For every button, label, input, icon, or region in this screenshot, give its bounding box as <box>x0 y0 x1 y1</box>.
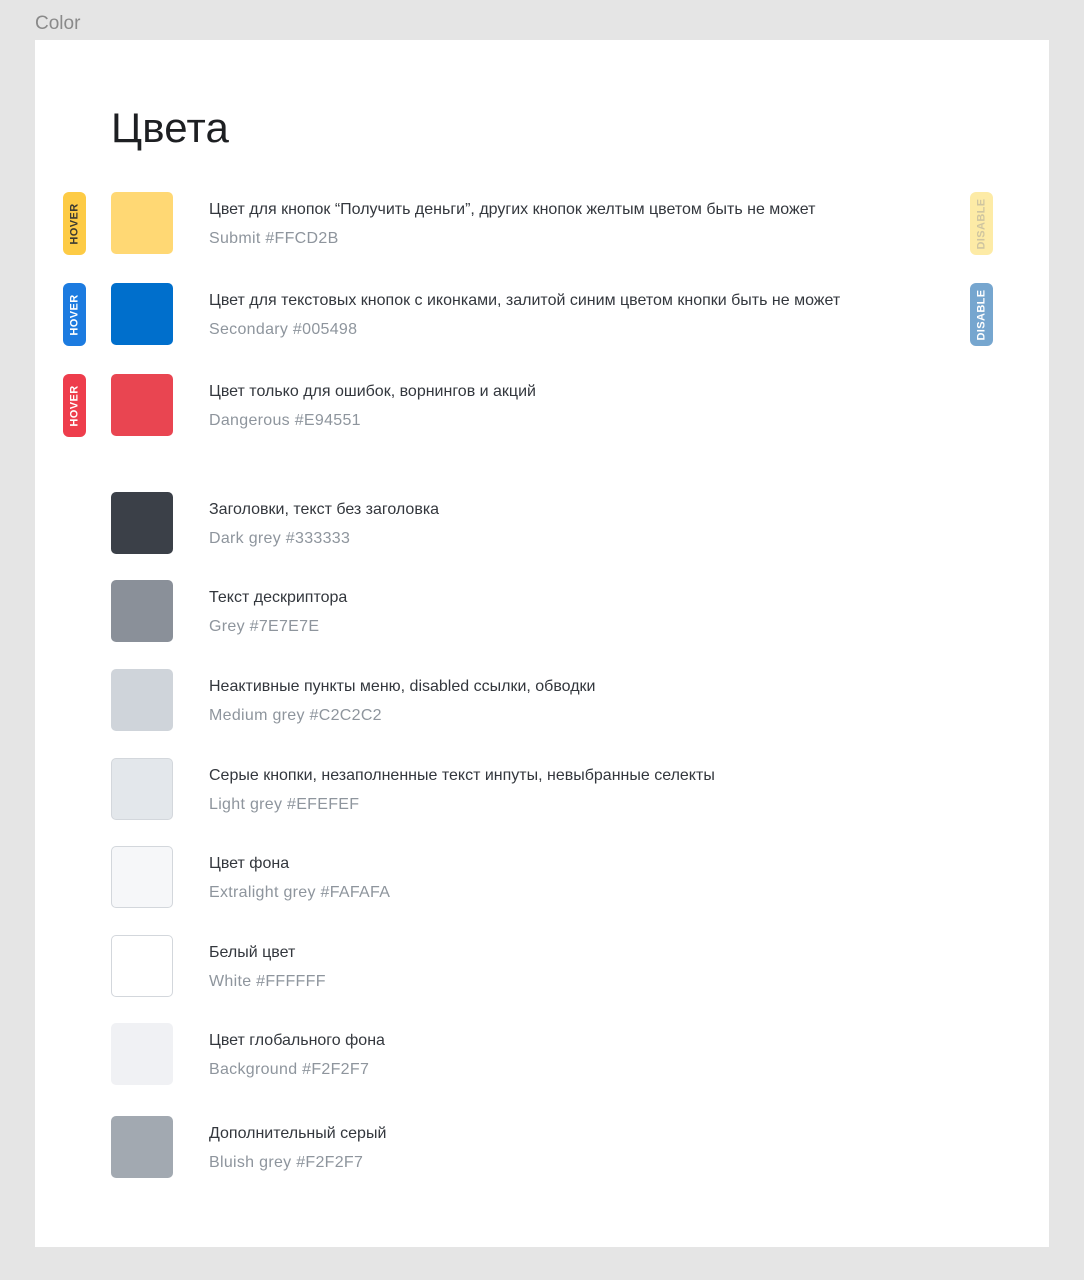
color-description: Цвет для текстовых кнопок с иконками, залитой синим цветом кнопки быть не может <box>209 292 841 309</box>
color-row <box>35 846 1049 909</box>
color-row <box>35 492 1049 555</box>
color-name-hex: Secondary #005498 <box>209 321 358 338</box>
color-swatch[interactable] <box>111 669 173 731</box>
color-row <box>35 669 1049 732</box>
color-row <box>35 935 1049 998</box>
color-name-hex: White #FFFFFF <box>209 973 326 990</box>
hover-badge <box>63 192 86 255</box>
color-row <box>35 758 1049 821</box>
color-row <box>35 192 1049 255</box>
hover-badge-label: HOVER <box>68 202 81 245</box>
hover-badge <box>63 283 86 346</box>
hover-badge-label: HOVER <box>68 384 81 427</box>
disable-badge <box>970 192 993 255</box>
color-swatch[interactable] <box>111 935 173 997</box>
color-row <box>35 580 1049 643</box>
color-swatch[interactable] <box>111 846 173 908</box>
color-name-hex: Submit #FFCD2B <box>209 230 339 247</box>
color-artboard <box>35 40 1049 1247</box>
frame-label: Color <box>35 13 81 34</box>
hover-badge <box>63 374 86 437</box>
disable-badge <box>970 283 993 346</box>
color-description: Цвет фона <box>209 855 290 872</box>
disable-badge-label: DISABLE <box>975 288 988 341</box>
color-swatch[interactable] <box>111 283 173 345</box>
disable-badge-label: DISABLE <box>975 197 988 250</box>
color-name-hex: Dangerous #E94551 <box>209 412 361 429</box>
color-description: Серые кнопки, незаполненные текст инпуты, невыбранные селекты <box>209 767 715 784</box>
color-description: Неактивные пункты меню, disabled ссылки, обводки <box>209 678 596 695</box>
color-description: Цвет для кнопок “Получить деньги”, других кнопок желтым цветом быть не может <box>209 201 816 218</box>
color-description: Текст дескриптора <box>209 589 348 606</box>
color-description: Белый цвет <box>209 944 296 961</box>
color-name-hex: Bluish grey #F2F2F7 <box>209 1154 364 1171</box>
color-description: Цвет только для ошибок, ворнингов и акций <box>209 383 536 400</box>
color-name-hex: Grey #7E7E7E <box>209 618 320 635</box>
color-swatch[interactable] <box>111 374 173 436</box>
color-description: Заголовки, текст без заголовка <box>209 501 440 518</box>
color-name-hex: Dark grey #333333 <box>209 530 351 547</box>
color-name-hex: Extralight grey #FAFAFA <box>209 884 391 901</box>
color-name-hex: Background #F2F2F7 <box>209 1061 370 1078</box>
color-swatch[interactable] <box>111 492 173 554</box>
color-swatch[interactable] <box>111 758 173 820</box>
color-description: Цвет глобального фона <box>209 1032 385 1049</box>
color-row <box>35 374 1049 437</box>
color-swatch[interactable] <box>111 192 173 254</box>
page-title: Цвета <box>111 104 229 151</box>
color-row <box>35 1023 1049 1086</box>
color-row <box>35 1116 1049 1179</box>
color-name-hex: Light grey #EFEFEF <box>209 796 360 813</box>
color-name-hex: Medium grey #C2C2C2 <box>209 707 382 724</box>
color-swatch[interactable] <box>111 1116 173 1178</box>
color-row <box>35 283 1049 346</box>
hover-badge-label: HOVER <box>68 293 81 336</box>
color-swatch[interactable] <box>111 1023 173 1085</box>
color-swatch[interactable] <box>111 580 173 642</box>
color-description: Дополнительный серый <box>209 1125 387 1142</box>
